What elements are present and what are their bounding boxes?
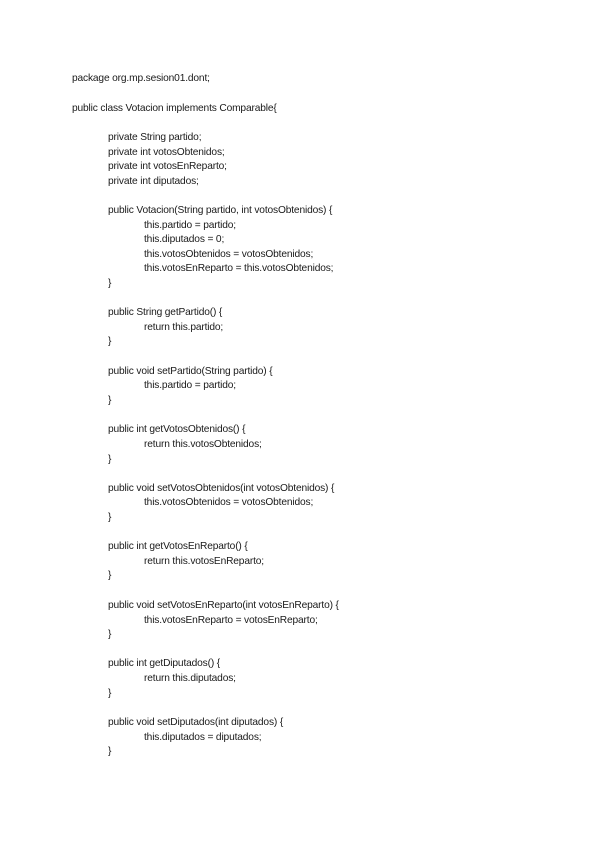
code-statement: return this.partido; [144, 322, 224, 333]
closing-brace: } [108, 336, 112, 347]
method-signature: public int getVotosEnReparto() { [108, 541, 248, 552]
closing-brace: } [108, 688, 112, 699]
code-statement: this.partido = partido; [144, 380, 236, 391]
code-statement: this.votosObtenidos = votosObtenidos; [144, 497, 314, 508]
constructor-signature: public Votacion(String partido, int votosObtenidos) { [108, 205, 333, 216]
code-statement: this.diputados = diputados; [144, 732, 262, 743]
field-declaration: private String partido; [108, 132, 202, 143]
field-declaration: private int votosEnReparto; [108, 161, 227, 172]
code-statement: this.votosObtenidos = votosObtenidos; [144, 249, 314, 260]
field-declaration: private int diputados; [108, 176, 199, 187]
method-signature: public void setPartido(String partido) { [108, 366, 273, 377]
code-statement: this.partido = partido; [144, 220, 236, 231]
class-declaration: public class Votacion implements Comparable{ [72, 103, 277, 114]
code-statement: return this.votosEnReparto; [144, 556, 264, 567]
package-declaration: package org.mp.sesion01.dont; [72, 73, 210, 84]
code-statement: return this.votosObtenidos; [144, 439, 262, 450]
closing-brace: } [108, 570, 112, 581]
method-signature: public int getVotosObtenidos() { [108, 424, 246, 435]
closing-brace: } [108, 629, 112, 640]
closing-brace: } [108, 512, 112, 523]
code-statement: this.votosEnReparto = votosEnReparto; [144, 615, 318, 626]
method-signature: public void setDiputados(int diputados) { [108, 717, 284, 728]
code-statement: this.diputados = 0; [144, 234, 225, 245]
closing-brace: } [108, 746, 112, 757]
method-signature: public void setVotosEnReparto(int votosEnReparto) { [108, 600, 339, 611]
closing-brace: } [108, 278, 112, 289]
code-statement: this.votosEnReparto = this.votosObtenidos; [144, 263, 334, 274]
method-signature: public void setVotosObtenidos(int votosObtenidos) { [108, 483, 335, 494]
closing-brace: } [108, 454, 112, 465]
method-signature: public int getDiputados() { [108, 658, 221, 669]
code-statement: return this.diputados; [144, 673, 236, 684]
field-declaration: private int votosObtenidos; [108, 147, 225, 158]
method-signature: public String getPartido() { [108, 307, 223, 318]
closing-brace: } [108, 395, 112, 406]
